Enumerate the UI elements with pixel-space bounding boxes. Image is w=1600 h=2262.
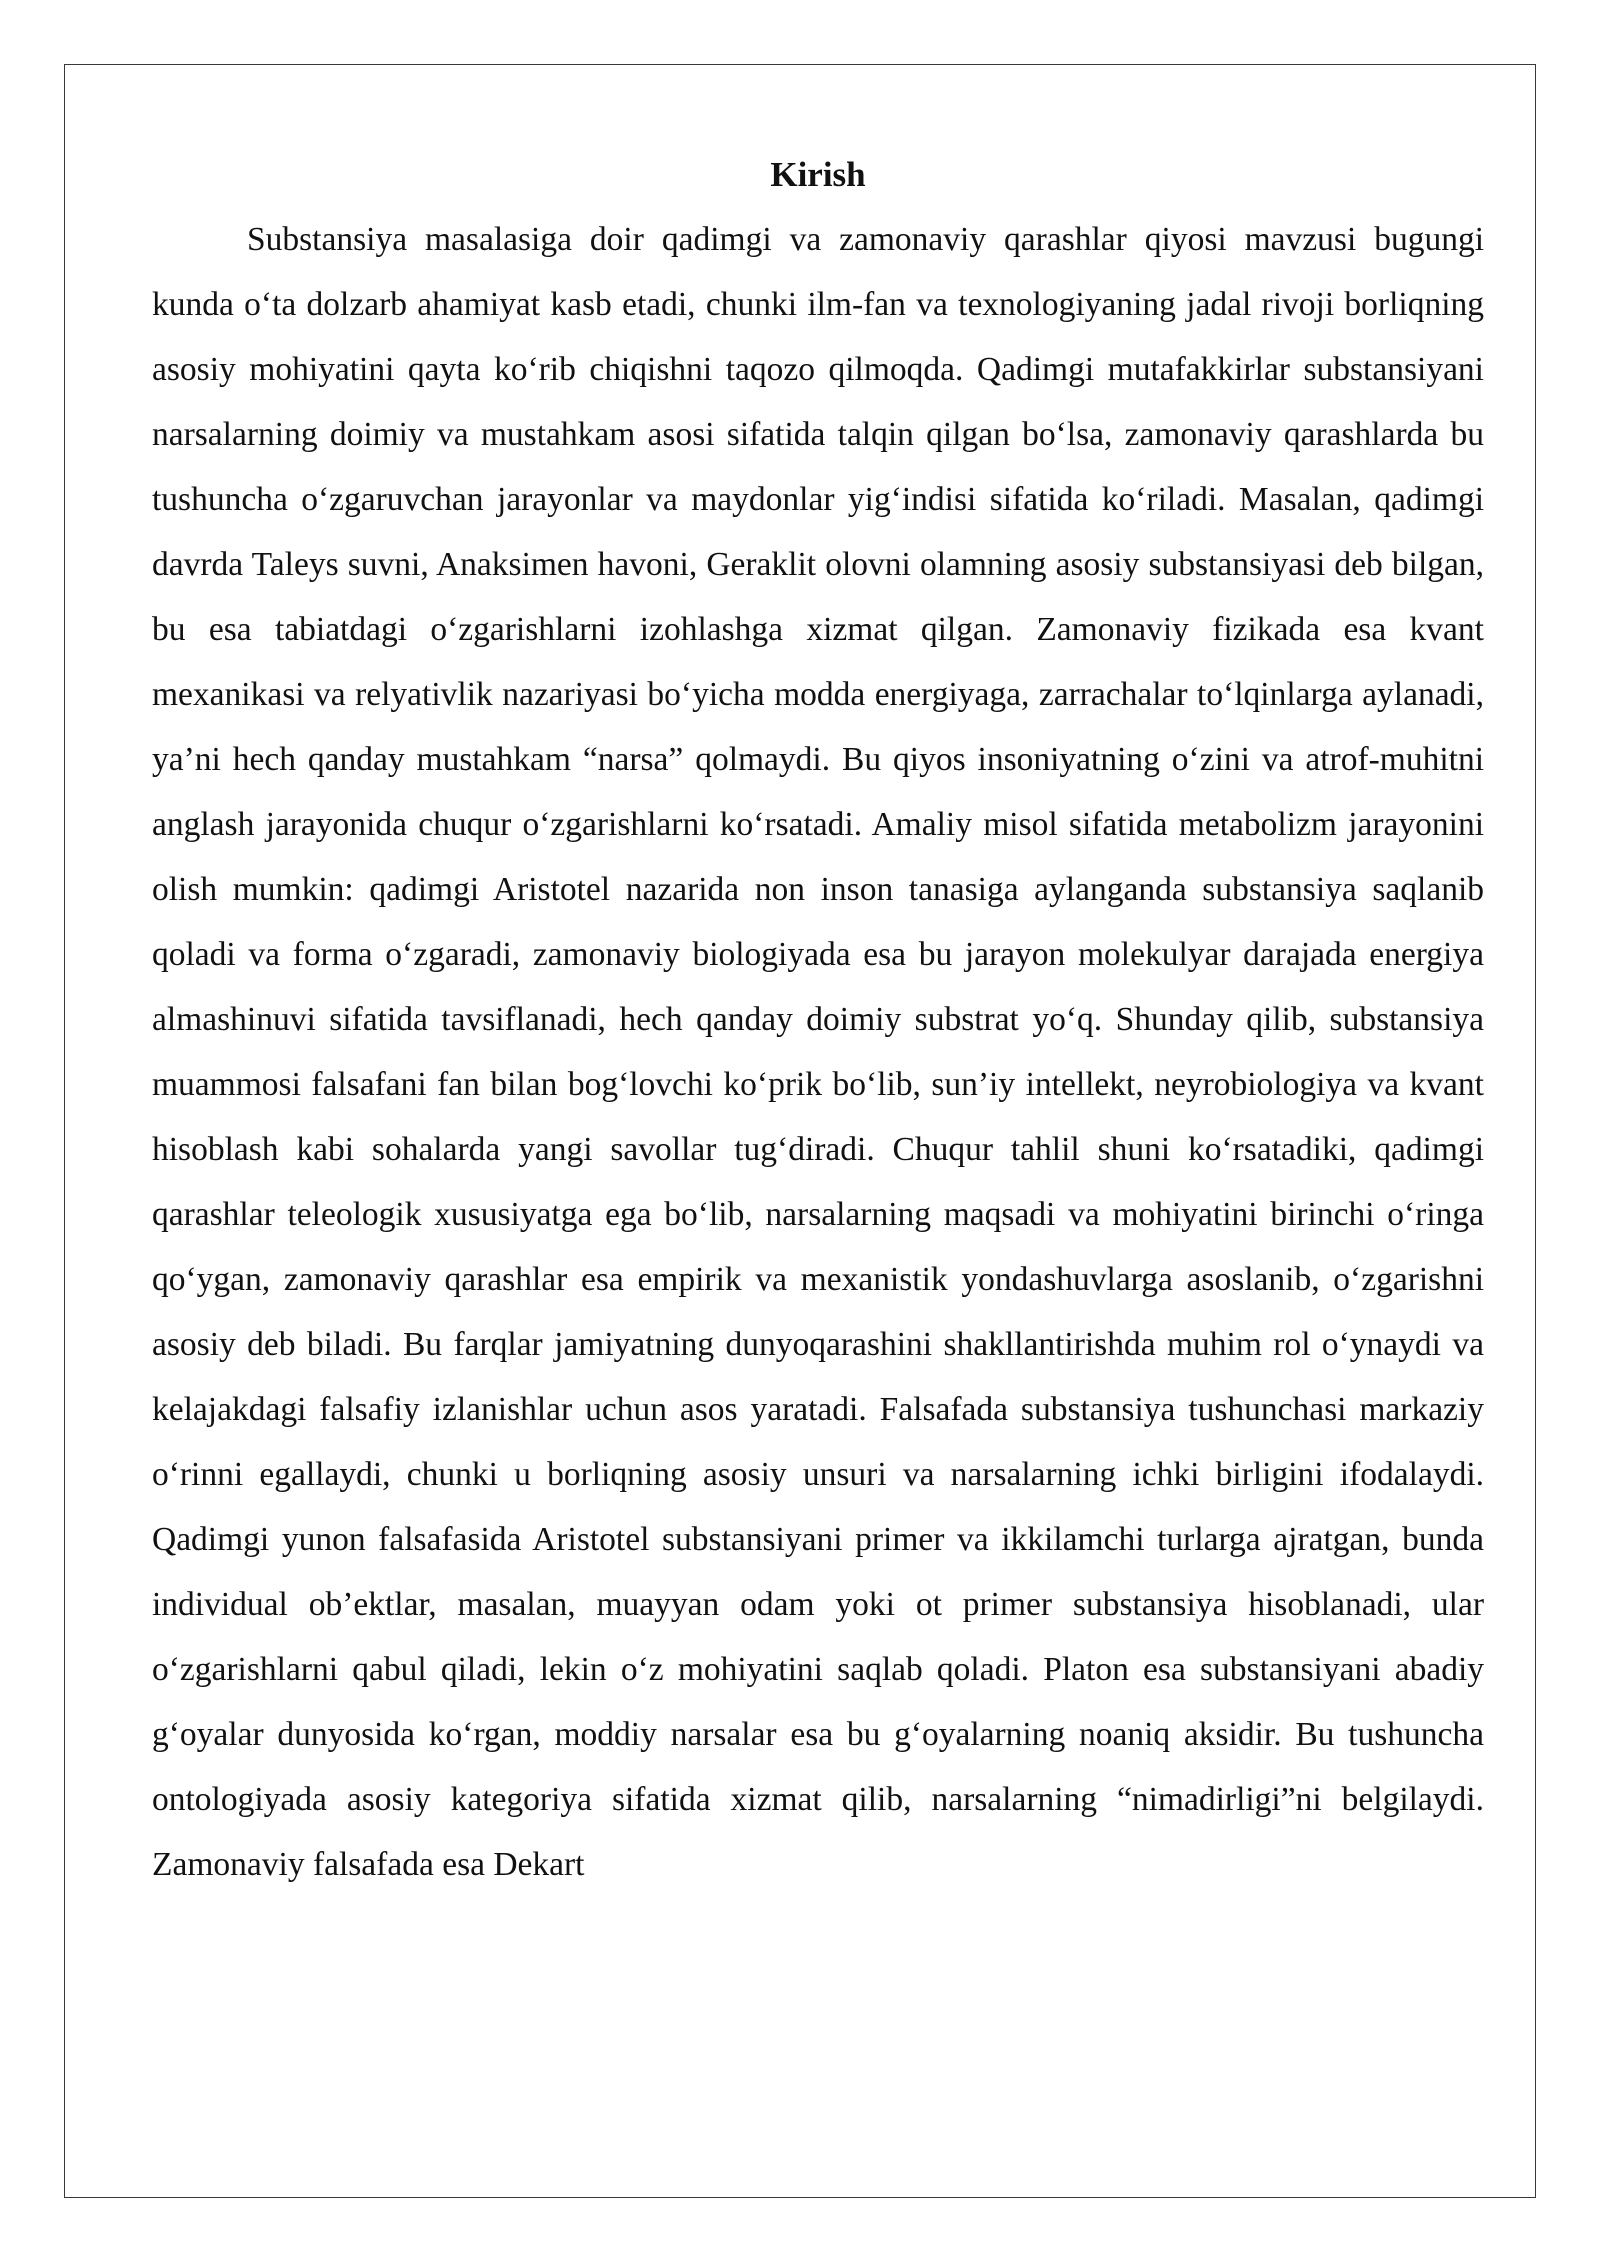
document-content	[152, 142, 1484, 1897]
body-paragraph: Substansiya masalasiga doir qadimgi va zamonaviy qarashlar qiyosi mavzusi bugungi kunda o‘ta dolzarb ahamiyat kasb etadi, chunki ilm-fan va texnologiyaning jadal rivoji borliqning asosiy mohiyatini qayta ko‘rib chiqishni taqozo qilmoqda. Qadimgi mutafakkirlar substansiyani narsalarning doimiy va mustahkam asosi sifatida talqin qilgan bo‘lsa, zamonaviy qarashlarda bu tushuncha o‘zgaruvchan jarayonlar va maydonlar yig‘indisi sifatida ko‘riladi. Masalan, qadimgi davrda Taleys suvni, Anaksimen havoni, Geraklit olovni olamning asosiy substansiyasi deb bilgan, bu esa tabiatdagi o‘zgarishlarni izohlashga xizmat qilgan. Zamonaviy fizikada esa kvant mexanikasi va relyativlik nazariyasi bo‘yicha modda energiyaga, zarrachalar to‘lqinlarga aylanadi, ya’ni hech qanday mustahkam “narsa” qolmaydi. Bu qiyos insoniyatning o‘zini va atrof-muhitni anglash jarayonida chuqur o‘zgarishlarni ko‘rsatadi. Amaliy misol sifatida metabolizm jarayonini olish mumkin: qadimgi Aristotel nazarida non inson tanasiga aylanganda substansiya saqlanib qoladi va forma o‘zgaradi, zamonaviy biologiyada esa bu jarayon molekulyar darajada energiya almashinuvi sifatida tavsiflanadi, hech qanday doimiy substrat yo‘q. Shunday qilib, substansiya muammosi falsafani fan bilan bog‘lovchi ko‘prik bo‘lib, sun’iy intellekt, neyrobiologiya va kvant hisoblash kabi sohalarda yangi savollar tug‘diradi. Chuqur tahlil shuni ko‘rsatadiki, qadimgi qarashlar teleologik xususiyatga ega bo‘lib, narsalarning maqsadi va mohiyatini birinchi o‘ringa qo‘ygan, zamonaviy qarashlar esa empirik va mexanistik yondashuvlarga asoslanib, o‘zgarishni asosiy deb biladi. Bu farqlar jamiyatning dunyoqarashini shakllantirishda muhim rol o‘ynaydi va kelajakdagi falsafiy izlanishlar uchun asos yaratadi. Falsafada substansiya tushunchasi markaziy o‘rinni egallaydi, chunki u borliqning asosiy unsuri va narsalarning ichki birligini ifodalaydi. Qadimgi yunon falsafasida Aristotel substansiyani primer va ikkilamchi turlarga ajratgan, bunda individual ob’ektlar, masalan, muayyan odam yoki ot primer substansiya hisoblanadi, ular o‘zgarishlarni qabul qiladi, lekin o‘z mohiyatini saqlab qoladi. Platon esa substansiyani abadiy g‘oyalar dunyosida ko‘rgan, moddiy narsalar esa bu g‘oyalarning noaniq aksidir. Bu tushuncha ontologiyada asosiy kategoriya sifatida xizmat qilib, narsalarning “nimadirligi”ni belgilaydi. Zamonaviy falsafada esa Dekart	[152, 221, 1484, 1883]
page-title: Kirish	[770, 155, 866, 194]
